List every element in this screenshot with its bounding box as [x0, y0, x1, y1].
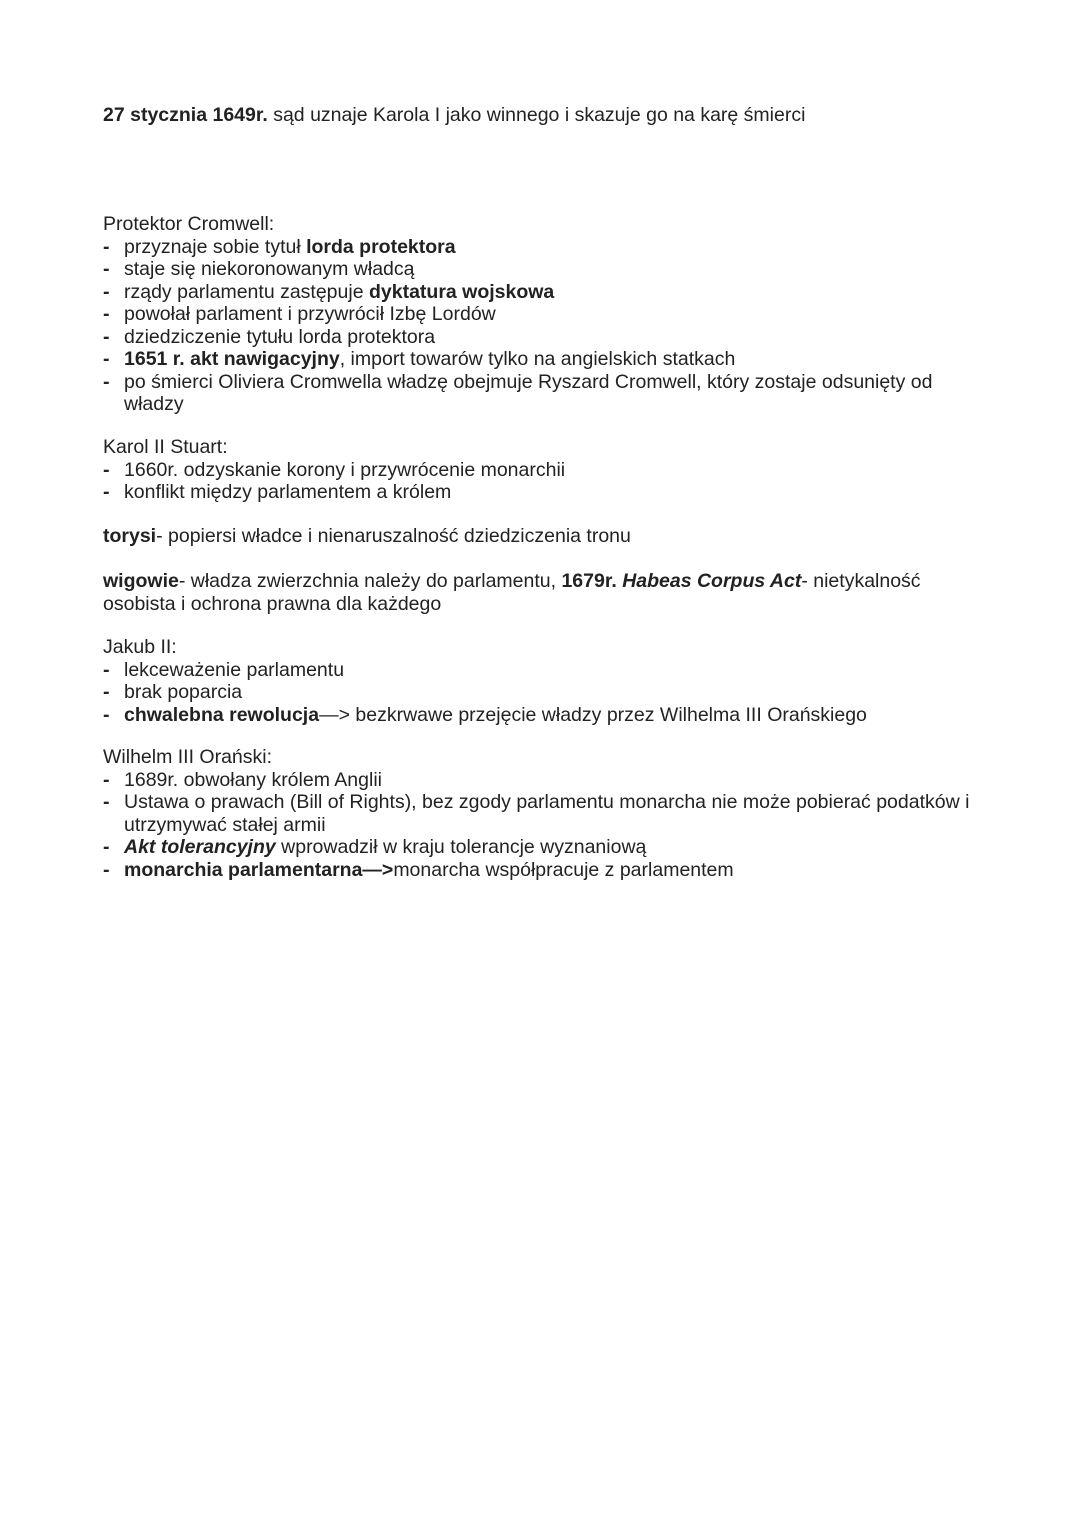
list-item: - konflikt między parlamentem a królem: [103, 481, 452, 503]
wigowie-line: wigowie- władza zwierzchnia należy do parlamentu, 1679r. Habeas Corpus Act- nietykalność osobista i ochrona prawna dla każdego: [103, 570, 921, 615]
section-heading: Wilhelm III Orański:: [103, 746, 273, 768]
intro-text: sąd uznaje Karola I jako winnego i skazuje go na karę śmierci: [267, 104, 806, 126]
jakub-list: [103, 659, 983, 727]
list-item: - Akt tolerancyjny wprowadził w kraju tolerancje wyznaniową: [103, 836, 647, 858]
list-item: - chwalebna rewolucja—> bezkrwawe przejęcie władzy przez Wilhelma III Orańskiego: [103, 703, 867, 726]
bullet-dash: -: [103, 458, 110, 481]
intro-date: 27 stycznia 1649r.: [103, 104, 268, 126]
bullet-dash: -: [103, 791, 110, 813]
bullet-dash: -: [103, 280, 110, 303]
list-item: - brak poparcia: [103, 681, 243, 703]
torysi-line: torysi- popiersi władce i nienaruszalność dziedziczenia tronu: [103, 525, 631, 547]
bullet-dash: -: [103, 258, 110, 280]
bullet-dash: -: [103, 658, 110, 681]
section-jakub: [103, 636, 983, 726]
intro-line: [103, 104, 983, 127]
section-heading: Jakub II:: [103, 636, 177, 658]
cromwell-list: [103, 236, 983, 416]
section-wilhelm: [103, 746, 983, 881]
bullet-dash: -: [103, 481, 110, 503]
bullet-dash: -: [103, 235, 110, 258]
wilhelm-list: [103, 769, 983, 882]
bullet-dash: -: [103, 370, 110, 393]
list-item: - 1660r. odzyskanie korony i przywrócenie monarchii: [103, 458, 566, 481]
bullet-dash: -: [103, 681, 110, 703]
bullet-dash: -: [103, 325, 110, 348]
list-item: - Ustawa o prawach (Bill of Rights), bez zgody parlamentu monarcha nie może pobierać podatków i utrzymywać stałej armii: [103, 791, 970, 836]
list-item: - monarchia parlamentarna—>monarcha współpracuje z parlamentem: [103, 858, 734, 881]
list-item: - 1651 r. akt nawigacyjny, import towarów tylko na angielskich statkach: [103, 348, 736, 370]
list-item: - dziedziczenie tytułu lorda protektora: [103, 325, 436, 348]
bullet-dash: -: [103, 836, 110, 858]
list-item: - po śmierci Oliviera Cromwella władzę obejmuje Ryszard Cromwell, który zostaje odsunięty od władzy: [103, 370, 933, 415]
section-heading: Karol II Stuart:: [103, 436, 228, 458]
habeas-corpus-act: Habeas Corpus Act: [622, 570, 802, 592]
bullet-dash: -: [103, 348, 110, 370]
list-item: - przyznaje sobie tytuł lorda protektora: [103, 235, 456, 258]
section-cromwell: [103, 213, 983, 416]
wigowie-term: wigowie: [103, 570, 179, 592]
list-item: - powołał parlament i przywrócił Izbę Lordów: [103, 303, 496, 325]
section-heading: Protektor Cromwell:: [103, 213, 275, 235]
list-item: - lekceważenie parlamentu: [103, 658, 345, 681]
bullet-dash: -: [103, 768, 110, 791]
bullet-dash: -: [103, 858, 110, 881]
section-karol: [103, 436, 983, 504]
bullet-dash: -: [103, 703, 110, 726]
list-item: - rządy parlamentu zastępuje dyktatura wojskowa: [103, 280, 555, 303]
bullet-dash: -: [103, 303, 110, 325]
list-item: - staje się niekoronowanym władcą: [103, 258, 415, 280]
torysi-term: torysi: [103, 525, 157, 547]
karol-list: [103, 459, 983, 504]
list-item: - 1689r. obwołany królem Anglii: [103, 768, 382, 791]
